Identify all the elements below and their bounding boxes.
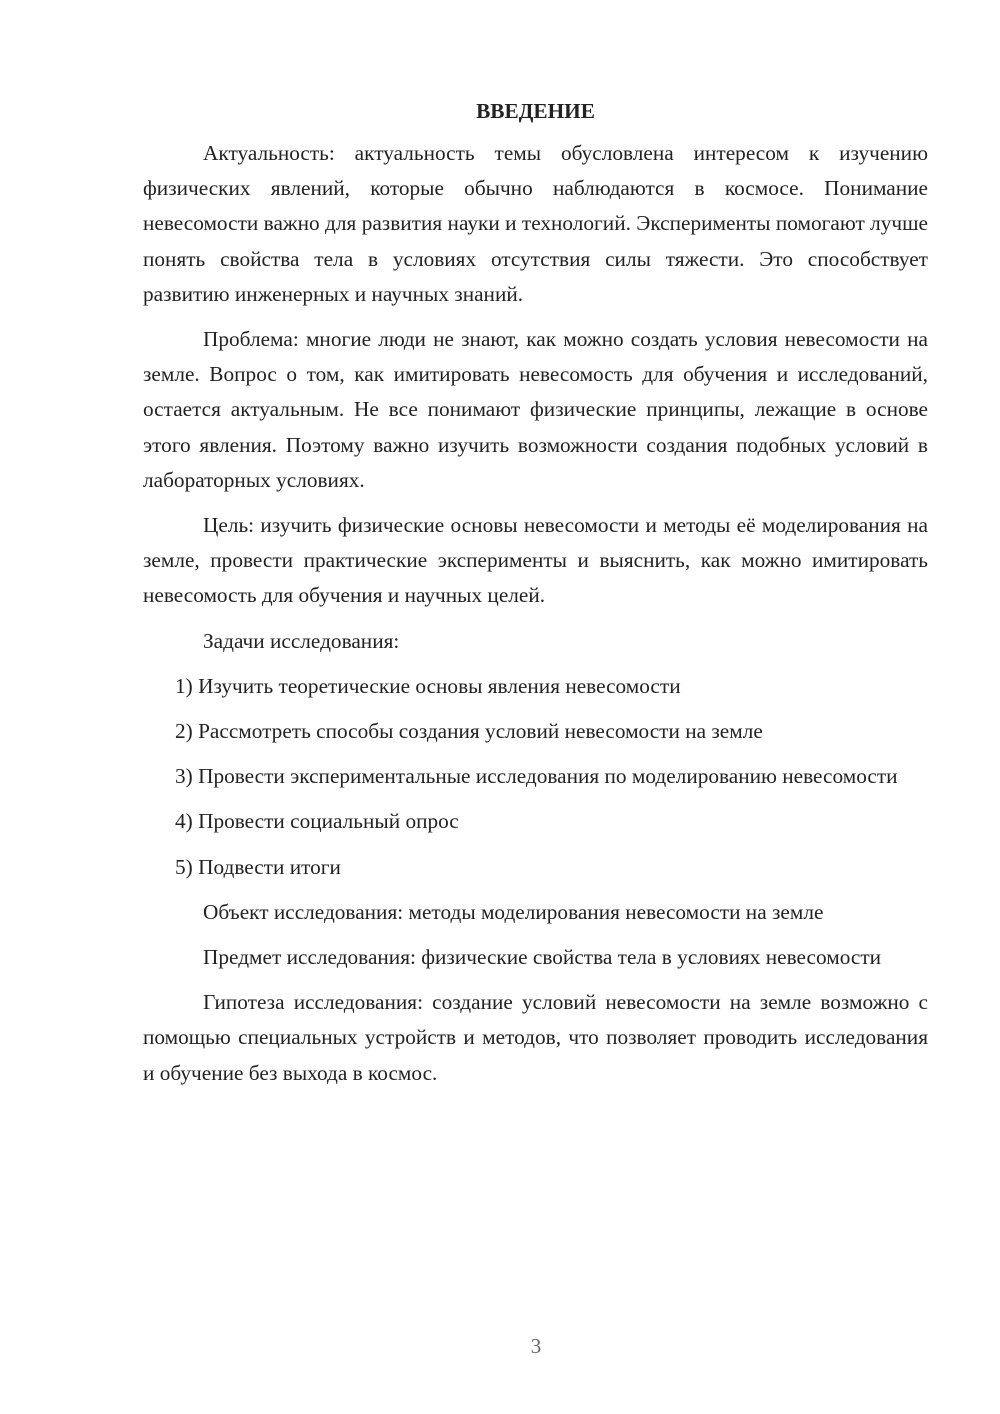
task-item-5: 5) Подвести итоги bbox=[175, 854, 341, 879]
task-item-3: 3) Провести экспериментальные исследования по моделированию невесомости bbox=[175, 764, 898, 789]
task-item-2: 2) Рассмотреть способы создания условий невесомости на земле bbox=[175, 719, 763, 744]
hypothesis-paragraph: Гипотеза исследования: создание условий невесомости на земле возможно с помощью специальных устройств и методов, что позволяет проводить исследования и обучение без выхода в космос. bbox=[143, 990, 928, 1085]
page-number: 3 bbox=[530, 1334, 542, 1358]
subject-paragraph: Предмет исследования: физические свойства тела в условиях невесомости bbox=[203, 945, 882, 970]
problem-paragraph: Проблема: многие люди не знают, как можно создать условия невесомости на земле. Вопрос о том, как имитировать невесомость для обучения и исследований, остается актуальным. Не все понимают физические принципы, лежащие в основе этого явления. Поэтому важно изучить возможности создания подобных условий в лабораторных условиях. bbox=[143, 327, 928, 492]
relevance-paragraph: Актуальность: актуальность темы обусловлена интересом к изучению физических явлений, которые обычно наблюдаются в космосе. Понимание невесомости важно для развития науки и технологий. Эксперименты помогают лучше понять свойства тела в условиях отсутствия силы тяжести. Это способствует развитию инженерных и научных знаний. bbox=[143, 141, 928, 306]
object-paragraph: Объект исследования: методы моделирования невесомости на земле bbox=[203, 899, 824, 924]
task-item-1: 1) Изучить теоретические основы явления невесомости bbox=[175, 673, 681, 698]
goal-paragraph: Цель: изучить физические основы невесомости и методы её моделирования на земле, провести практические эксперименты и выяснить, как можно имитировать невесомость для обучения и научных целей. bbox=[143, 513, 928, 608]
section-title: ВВЕДЕНИЕ bbox=[476, 99, 595, 123]
tasks-heading: Задачи исследования: bbox=[203, 628, 400, 653]
page-content bbox=[143, 96, 928, 1101]
task-item-4: 4) Провести социальный опрос bbox=[175, 809, 459, 834]
